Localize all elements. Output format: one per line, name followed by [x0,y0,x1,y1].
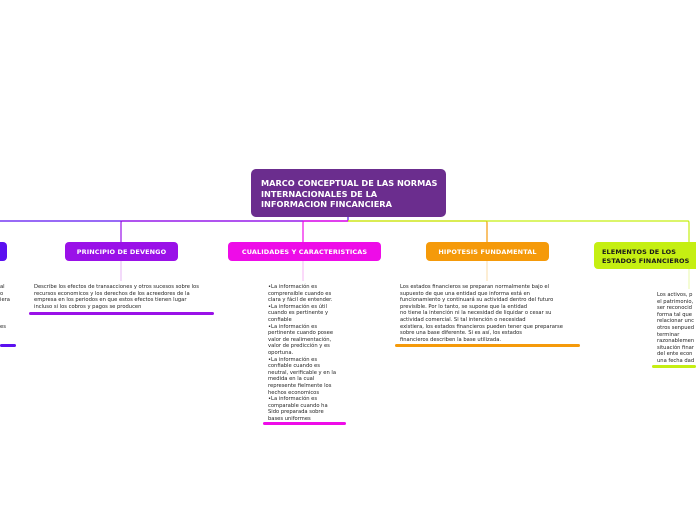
connector-hipotesis [348,221,487,243]
connector-cualidades [303,221,348,243]
desc-line: no tiene la intención ni la necesidad de liquidar o cesar su [400,310,552,317]
desc-elementos [657,292,696,365]
desc-line: •La información es [268,356,318,363]
desc-line: neutral, verificable y en la [268,369,337,376]
desc-line: cuando es pertinente y [268,310,329,317]
desc-line: hechos economicos [268,389,320,396]
underline-elementos [652,365,696,368]
desc-line: Sido preparada sobre [268,409,324,416]
desc-line: •La información es [268,284,318,290]
desc-line: sobre una base diferente. Si es así, los estados [400,330,523,337]
desc-line: o [0,290,4,297]
desc-line [0,317,10,324]
desc-line: •La información es [268,323,318,330]
topic-cualidades[interactable] [228,242,381,261]
desc-principio-devengo [34,284,219,310]
desc-line: empresa en los periodos en que estos efectos tienen lugar [34,297,187,304]
underline-left [0,344,16,347]
root-topic[interactable] [251,169,446,217]
desc-cualidades [268,284,348,422]
desc-line: el patrimonio, [657,298,694,305]
desc-line: oportuna. [268,349,294,356]
underline-devengo [29,312,214,315]
desc-line: bases uniformes [268,415,311,422]
desc-line: razonablemen [657,338,695,345]
desc-line: clara y fácil de entender. [268,297,333,304]
desc-line: confiable [268,316,292,323]
desc-line: Los activos, p [657,292,693,298]
desc-line [0,310,10,317]
desc-line: otros senpued [657,324,694,331]
topic-principio-devengo[interactable] [65,242,178,261]
desc-line: iera [0,297,10,304]
desc-line: medida en la cual [268,376,315,383]
desc-line: forma tal que [657,311,692,318]
root-title: MARCO CONCEPTUAL DE LAS NORMAS INTERNACIONALES DE LA INFORMACION FINCANCIERA [261,178,438,209]
desc-hipotesis [400,284,580,343]
desc-line: supuesto de que una entidad que informa está en [400,290,530,297]
desc-line: Los estados financieros se preparan normalmente bajo el [400,284,550,290]
desc-line: actividad comercial. Si tal intención o necesidad [400,316,526,323]
topic-label: CUALIDADES Y CARACTERISTICAS [241,247,368,256]
connector-elementos [348,221,689,243]
desc-line: comprensible cuando es [268,290,332,297]
topic-elementos[interactable] [594,242,696,269]
topic-hipotesis[interactable] [426,242,549,261]
desc-line: del ente econ [657,351,693,358]
desc-line: previsible. Por lo tanto, se supone que la entidad [400,303,528,310]
desc-line: funcionamiento y continuará su actividad dentro del futuro [400,297,554,304]
desc-line: situación finar [657,344,694,351]
desc-line: •La información es [268,396,318,403]
desc-line: valor de predicción y es [268,343,330,350]
desc-line: una fecha dad [657,357,695,364]
desc-line: comparable cuando ha [268,402,328,409]
desc-line: existiera, los estados financieros pueden tener que prepararse [400,323,563,330]
desc-line: recursos economicos y los derechos de los acreedores de la [34,290,190,297]
underline-hipotesis [395,344,580,347]
underline-cualidades [263,422,346,425]
desc-line: incluso si los cobros y pagos se producen [34,303,142,310]
desc-line: al [0,284,5,290]
desc-line: financieros describen la base utilizada. [400,336,502,343]
desc-line: ser reconocid [657,305,692,312]
topic-label: HIPOTESIS FUNDAMENTAL [438,247,537,256]
topic-left[interactable] [0,242,7,261]
desc-left [0,284,10,330]
desc-line: terminar [657,331,680,338]
desc-line: pertinente cuando posee [268,330,334,337]
desc-line: •La información es útil [268,303,327,310]
desc-line [0,304,10,311]
desc-line: es [0,323,6,330]
desc-line: Describe los efectos de transacciones y otros sucesos sobre los [34,284,199,290]
desc-line: represente fielmente los [268,382,332,389]
desc-line: relacionar unc [657,318,694,325]
connector-devengo [121,221,348,243]
desc-line: valor de realimentación, [268,336,332,343]
topic-label: PRINCIPIO DE DEVENGO [76,247,167,256]
desc-line: confiable cuando es [268,363,320,370]
topic-label: ELEMENTOS DE LOS ESTADOS FINANCIEROS [602,248,690,265]
